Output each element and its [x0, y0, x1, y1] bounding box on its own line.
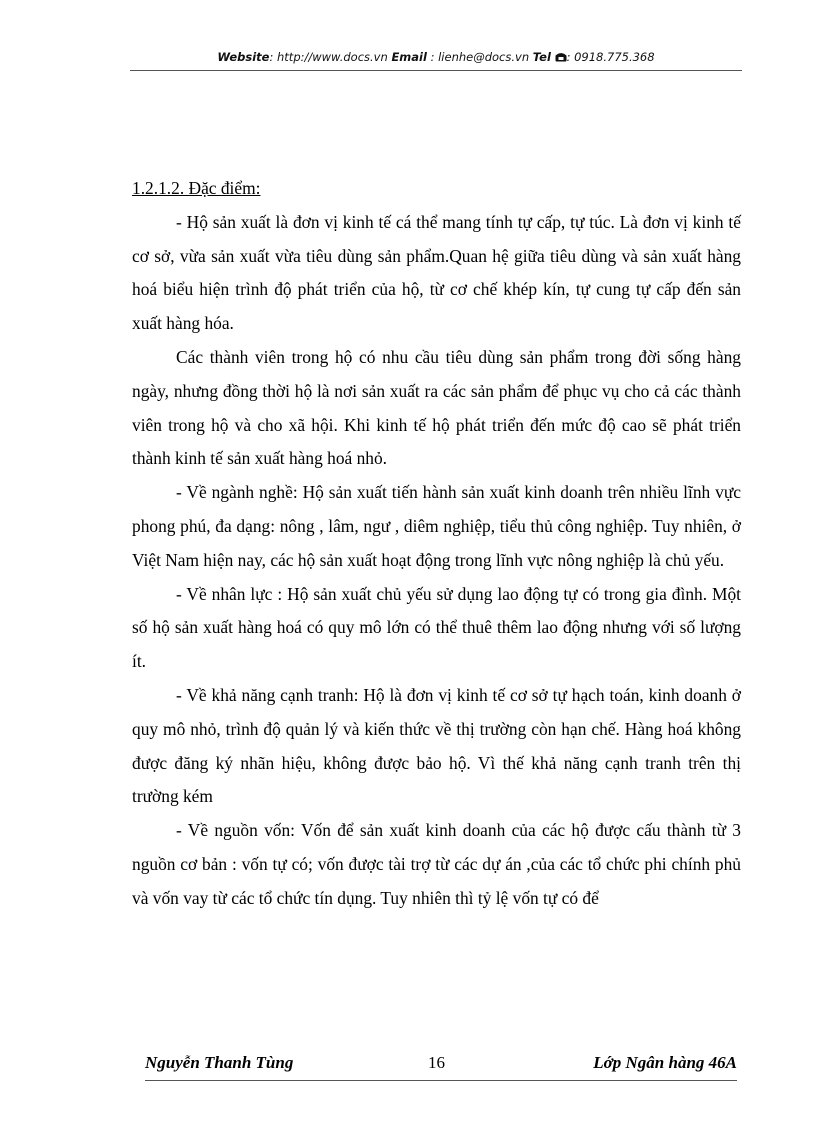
tel-value: : 0918.775.368	[566, 50, 655, 64]
paragraph: - Hộ sản xuất là đơn vị kinh tế cá thể mang tính tự cấp, tự túc. Là đơn vị kinh tế cơ sở, vừa sản xuất vừa tiêu dùng sản phẩm.Quan hệ giữa tiêu dùng và sản xuất hàng hoá biểu hiện trình độ phát triển của hộ, từ cơ chế khép kín, tự cung tự cấp đến sản xuất hàng hóa.	[132, 211, 741, 334]
paragraph: - Về khả năng cạnh tranh: Hộ là đơn vị kinh tế cơ sở tự hạch toán, kinh doanh ở quy mô nhỏ, trình độ quản lý và kiến thức về thị trường còn hạn chế. Hàng hoá không được đăng ký nhãn hiệu, không được bảo hộ. Vì thế khả năng cạnh tranh trên thị trường kém	[132, 684, 741, 807]
phone-icon	[555, 52, 567, 62]
email-label: Email	[391, 50, 427, 64]
footer-divider	[145, 1080, 737, 1081]
page-number: 16	[428, 1053, 445, 1072]
paragraph: Các thành viên trong hộ có nhu cầu tiêu dùng sản phẩm trong đời sống hàng ngày, nhưng đồng thời hộ là nơi sản xuất ra các sản phẩm để phục vụ cho cả các thành viên trong hộ và cho xã hội. Khi kinh tế hộ phát triển đến mức độ cao sẽ phát triển thành kinh tế sản xuất hàng hoá nhỏ.	[132, 346, 741, 469]
body-text	[132, 172, 741, 916]
email-value: : lienhe@docs.vn	[430, 50, 530, 64]
header-divider	[130, 70, 742, 71]
paragraph: - Về nhân lực : Hộ sản xuất chủ yếu sử dụng lao động tự có trong gia đình. Một số hộ sản xuất hàng hoá có quy mô lớn có thể thuê thêm lao động nhưng với số lượng ít.	[132, 583, 741, 672]
website-label: Website	[217, 50, 270, 64]
website-value: : http://www.docs.vn	[269, 50, 388, 64]
footer-author: Nguyễn Thanh Tùng	[145, 1053, 294, 1072]
paragraph: - Về ngành nghề: Hộ sản xuất tiến hành sản xuất kinh doanh trên nhiều lĩnh vực phong phú, đa dạng: nông , lâm, ngư , diêm nghiệp, tiểu thủ công nghiệp. Tuy nhiên, ở Việt Nam hiện nay, các hộ sản xuất hoạt động trong lĩnh vực nông nghiệp là chủ yếu.	[132, 482, 741, 570]
page-footer	[145, 1053, 737, 1075]
footer-class-name: Lớp Ngân hàng 46A	[593, 1053, 737, 1072]
tel-label: Tel	[532, 50, 551, 64]
page-header	[130, 50, 742, 64]
section-heading: 1.2.1.2. Đặc điểm:	[132, 178, 261, 198]
paragraph: - Về nguồn vốn: Vốn để sản xuất kinh doanh của các hộ được cấu thành từ 3 nguồn cơ bản : vốn tự có; vốn được tài trợ từ các dự án ,của các tổ chức phi chính phủ và vốn vay từ các tổ chức tín dụng. Tuy nhiên thì tỷ lệ vốn tự có để	[132, 820, 741, 908]
